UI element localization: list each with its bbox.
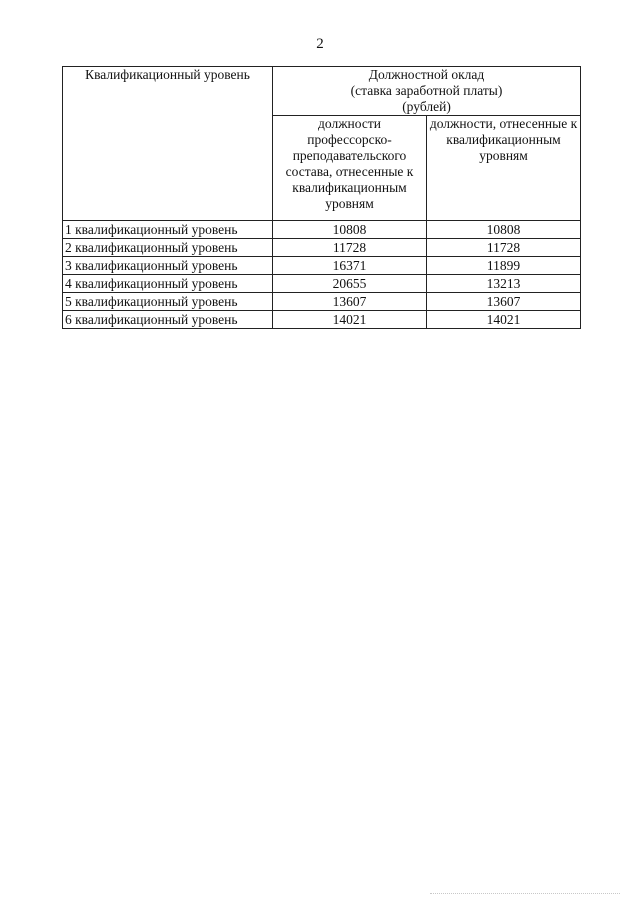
row-teaching-value: 14021 [273, 311, 427, 329]
salary-table [62, 66, 581, 329]
table-row [63, 221, 581, 239]
scan-artifact-line [430, 893, 620, 896]
row-level-label: 1 квалификационный уровень [63, 221, 273, 239]
row-level-label: 4 квалификационный уровень [63, 275, 273, 293]
row-teaching-value: 11728 [273, 239, 427, 257]
table-row [63, 257, 581, 275]
table-header-row [63, 67, 581, 116]
header-salary-line2: (ставка заработной платы) [350, 83, 503, 98]
row-level-label: 2 квалификационный уровень [63, 239, 273, 257]
row-other-value: 13607 [427, 293, 581, 311]
row-level-label: 6 квалификационный уровень [63, 311, 273, 329]
row-teaching-value: 10808 [273, 221, 427, 239]
row-other-value: 11899 [427, 257, 581, 275]
row-other-value: 13213 [427, 275, 581, 293]
row-level-label: 3 квалификационный уровень [63, 257, 273, 275]
row-other-value: 10808 [427, 221, 581, 239]
header-teaching-staff: должности профессорско-преподавательского состава, отнесенные к квалификационным уровням [273, 116, 427, 221]
row-teaching-value: 16371 [273, 257, 427, 275]
row-level-label: 5 квалификационный уровень [63, 293, 273, 311]
row-teaching-value: 13607 [273, 293, 427, 311]
row-other-value: 11728 [427, 239, 581, 257]
header-salary-line3: (рублей) [402, 99, 451, 114]
header-salary-group [273, 67, 581, 116]
header-salary-line1: Должностной оклад [368, 67, 485, 82]
table-row [63, 239, 581, 257]
table-row [63, 311, 581, 329]
header-qualification-level: Квалификационный уровень [63, 67, 273, 221]
page-number: 2 [316, 36, 324, 52]
row-other-value: 14021 [427, 311, 581, 329]
table-row [63, 275, 581, 293]
header-other-positions: должности, отнесенные к квалификационным уровням [427, 116, 581, 221]
table-row [63, 293, 581, 311]
row-teaching-value: 20655 [273, 275, 427, 293]
